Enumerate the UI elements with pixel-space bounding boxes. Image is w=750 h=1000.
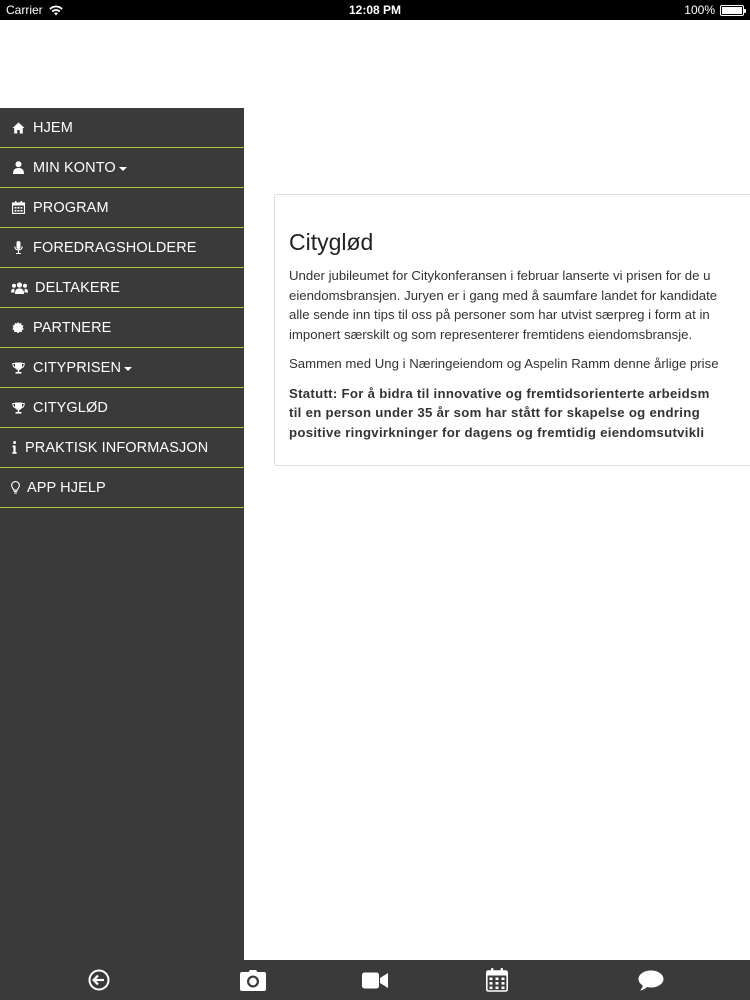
sidebar-item-label: CITYPRISEN <box>33 359 122 376</box>
sidebar-item-label: PARTNERE <box>33 319 112 336</box>
bottom-toolbar <box>0 960 750 1000</box>
trophy-icon <box>10 360 26 376</box>
sidebar-item-label: MIN KONTO <box>33 159 116 176</box>
paragraph-line: alle sende inn tips til oss på personer som har utvist særpreg i form at in <box>289 307 710 322</box>
status-time: 12:08 PM <box>348 3 402 17</box>
status-right <box>684 3 744 17</box>
paragraph-line: imponert særskilt og som representerer fremtidens eiendomsbransje. <box>289 326 693 342</box>
sidebar-item-label: HJEM <box>33 119 73 136</box>
battery-percent: 100% <box>684 3 715 17</box>
side-menu <box>0 108 244 960</box>
sidebar-item-label: DELTAKERE <box>35 279 120 296</box>
chat-icon <box>638 970 664 991</box>
home-icon <box>10 120 26 136</box>
info-icon <box>10 440 18 456</box>
calendar-icon <box>486 968 508 992</box>
sidebar-item-app-hjelp[interactable] <box>0 468 244 508</box>
paragraph-line: eiendomsbransjen. Juryen er i gang med å saumfare landet for kandidate <box>289 287 718 303</box>
trophy-icon <box>10 400 26 416</box>
sidebar-item-label: FOREDRAGSHOLDERE <box>33 239 197 256</box>
back-icon <box>88 969 110 991</box>
caret-down-icon <box>124 367 132 371</box>
sidebar-item-label: PROGRAM <box>33 199 109 216</box>
caret-down-icon <box>119 167 127 171</box>
paragraph-line: Statutt: For å bidra til innovative og fremtidsorienterte arbeidsm <box>289 385 710 401</box>
page-title: Cityglød <box>289 229 374 255</box>
partners-paragraph: Sammen med Ung i Næringeiendom og Aspelin Ramm denne årlige prise <box>289 356 719 371</box>
paragraph-line: Under jubileumet for Citykonferansen i februar lanserte vi prisen for de u <box>289 268 711 283</box>
sidebar-item-cityprisen[interactable] <box>0 348 244 388</box>
chat-button[interactable] <box>636 966 666 994</box>
calendar-icon <box>10 200 26 216</box>
sidebar-item-foredragsholdere[interactable] <box>0 228 244 268</box>
microphone-icon <box>10 240 26 256</box>
battery-icon <box>720 5 744 16</box>
sidebar-item-praktisk-informasjon[interactable] <box>0 428 244 468</box>
paragraph-line: til en person under 35 år som har stått for skapelse og endring <box>289 405 700 420</box>
sidebar-item-deltakere[interactable] <box>0 268 244 308</box>
intro-paragraph <box>289 266 749 344</box>
paragraph-line: positive ringvirkninger for dagens og fremtidig eiendomsutvikli <box>289 424 705 440</box>
user-icon <box>10 160 26 176</box>
sidebar-item-min-konto[interactable] <box>0 148 244 188</box>
calendar-button[interactable] <box>482 966 512 994</box>
back-button[interactable] <box>84 966 114 994</box>
statutt-paragraph <box>289 384 749 443</box>
carrier-label: Carrier <box>6 3 43 17</box>
battery-level <box>722 7 742 14</box>
camera-button[interactable] <box>238 966 268 994</box>
sidebar-item-partnere[interactable] <box>0 308 244 348</box>
status-bar <box>0 0 750 20</box>
video-button[interactable] <box>360 966 390 994</box>
sidebar-item-label: CITYGLØD <box>33 399 108 416</box>
sidebar-item-label: APP HJELP <box>27 479 106 496</box>
lightbulb-icon <box>10 480 20 496</box>
sidebar-item-program[interactable] <box>0 188 244 228</box>
cityglod-card <box>274 194 750 466</box>
camera-icon <box>240 970 266 991</box>
certificate-icon <box>10 320 26 336</box>
video-icon <box>362 972 388 989</box>
users-icon <box>10 280 28 296</box>
sidebar-item-label: PRAKTISK INFORMASJON <box>25 439 209 456</box>
sidebar-item-hjem[interactable] <box>0 108 244 148</box>
sidebar-item-cityglod[interactable] <box>0 388 244 428</box>
